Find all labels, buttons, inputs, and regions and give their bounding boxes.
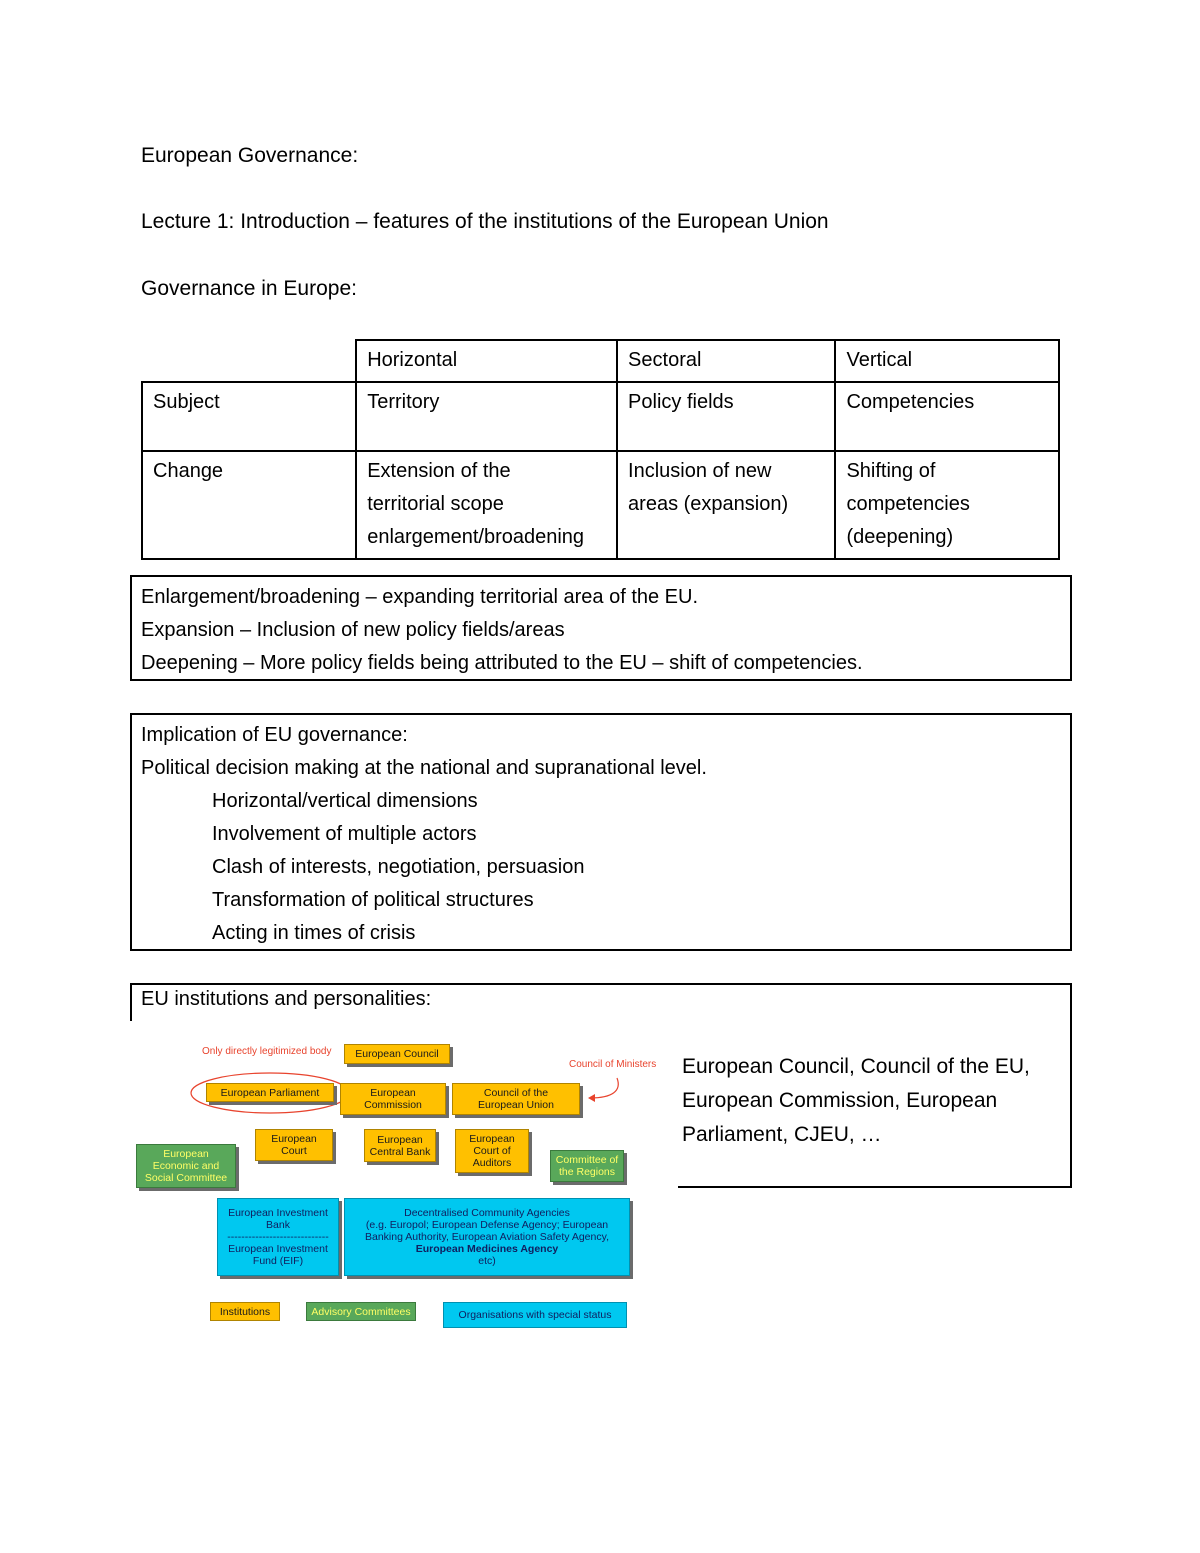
document-title: European Governance: — [141, 144, 359, 167]
institutions-box-border — [678, 1186, 1072, 1188]
legend-label: Advisory Committees — [311, 1305, 411, 1318]
cell-line: enlargement/broadening — [367, 526, 585, 548]
table-header-row — [142, 340, 1059, 382]
table-cell — [356, 451, 617, 559]
node-label: Fund (EIF) — [252, 1255, 304, 1267]
node-label: European Medicines Agency — [415, 1243, 559, 1255]
table-corner — [142, 340, 356, 382]
cell-line: areas (expansion) — [628, 493, 789, 515]
node-label: Council of the — [483, 1087, 549, 1099]
node-label: European Parliament — [220, 1086, 320, 1099]
institutions-box-border — [1070, 983, 1072, 1188]
legitimized-note: Only directly legitimized body — [202, 1046, 332, 1057]
definition-line: Deepening – More policy fields being attributed to the EU – shift of competencies. — [141, 652, 863, 674]
legend-advisory — [306, 1302, 416, 1321]
committee-regions-box — [550, 1150, 624, 1182]
european-council-box — [344, 1044, 450, 1064]
eu-institutions-diagram — [132, 1036, 667, 1336]
european-court-box — [255, 1129, 333, 1161]
arrow-head-icon — [588, 1094, 595, 1102]
row-label: Subject — [142, 382, 356, 451]
node-label: European — [377, 1133, 423, 1146]
definitions-box — [130, 575, 1072, 681]
institutions-box-border — [130, 983, 132, 1021]
eib-eif-box — [217, 1198, 339, 1276]
table-header-cell: Vertical — [835, 340, 1059, 382]
table-header-cell: Sectoral — [617, 340, 835, 382]
node-label: European Investment — [228, 1243, 328, 1255]
table-cell: Competencies — [835, 382, 1059, 451]
node-label: European — [469, 1133, 515, 1145]
implication-item: Acting in times of crisis — [212, 922, 416, 944]
implications-title: Implication of EU governance: — [141, 724, 408, 746]
table-cell: Territory — [356, 382, 617, 451]
institutions-box-border — [130, 983, 1072, 985]
legend-special-status — [443, 1302, 627, 1328]
table-cell — [835, 451, 1059, 559]
legend-label: Organisations with special status — [458, 1309, 612, 1321]
cell-line: Inclusion of new — [628, 460, 772, 482]
legend-label: Institutions — [219, 1305, 271, 1318]
legend-institutions — [210, 1302, 280, 1321]
table-row — [142, 451, 1059, 559]
section-heading: Governance in Europe: — [141, 277, 357, 300]
row-label: Change — [142, 451, 356, 559]
node-label: Court — [281, 1145, 307, 1157]
node-label: the Regions — [558, 1166, 616, 1178]
implications-lead: Political decision making at the national and supranational level. — [141, 757, 707, 779]
implication-item: Horizontal/vertical dimensions — [212, 790, 478, 812]
definition-line: Expansion – Inclusion of new policy fields/areas — [141, 619, 565, 641]
node-label: Court of — [473, 1145, 511, 1157]
node-label: ----------------------------- — [227, 1231, 329, 1243]
institutions-text-line: European Council, Council of the EU, — [682, 1055, 1030, 1078]
node-label: European Investment — [228, 1207, 328, 1219]
table-header-cell: Horizontal — [356, 340, 617, 382]
node-label: European — [370, 1087, 416, 1099]
cell-line: Shifting of — [846, 460, 936, 482]
eesc-box — [136, 1144, 236, 1188]
cell-line: (deepening) — [846, 526, 954, 548]
lecture-heading: Lecture 1: Introduction – features of the institutions of the European Union — [141, 210, 829, 233]
court-of-auditors-box — [455, 1129, 529, 1173]
implication-item: Involvement of multiple actors — [212, 823, 477, 845]
node-label: etc) — [478, 1255, 496, 1267]
implication-item: Clash of interests, negotiation, persuasion — [212, 856, 585, 878]
central-bank-box — [364, 1129, 436, 1162]
node-label: Banking Authority, European Aviation Safety Agency, — [365, 1231, 609, 1243]
node-label: Commission — [364, 1099, 422, 1111]
institutions-text — [682, 1050, 1062, 1152]
cell-line: competencies — [846, 493, 970, 515]
cell-line: Extension of the — [367, 460, 511, 482]
implications-box — [130, 713, 1072, 951]
node-label: Auditors — [472, 1157, 512, 1169]
table-cell — [617, 451, 835, 559]
node-label: Committee of — [555, 1154, 619, 1166]
institutions-text-line: Parliament, CJEU, … — [682, 1123, 882, 1146]
table-row — [142, 382, 1059, 451]
node-label: Decentralised Community Agencies — [404, 1207, 570, 1219]
institutions-title: EU institutions and personalities: — [141, 988, 432, 1010]
cell-line: territorial scope — [367, 493, 504, 515]
definition-line: Enlargement/broadening – expanding territorial area of the EU. — [141, 586, 699, 608]
council-of-ministers-note: Council of Ministers — [569, 1059, 657, 1070]
node-label: Economic and — [152, 1160, 220, 1172]
european-commission-box — [340, 1083, 446, 1115]
council-eu-box — [452, 1083, 580, 1115]
agencies-box — [344, 1198, 630, 1276]
institutions-text-line: European Commission, European — [682, 1089, 998, 1112]
node-label: European — [271, 1133, 317, 1145]
node-label: Central Bank — [369, 1145, 431, 1158]
node-label: European Council — [355, 1048, 439, 1060]
node-label: European Union — [478, 1099, 554, 1111]
node-label: European — [163, 1148, 209, 1160]
node-label: (e.g. Europol; European Defense Agency; European — [365, 1219, 609, 1231]
governance-table — [141, 339, 1060, 560]
node-label: Social Committee — [144, 1172, 228, 1184]
table-cell: Policy fields — [617, 382, 835, 451]
implication-item: Transformation of political structures — [212, 889, 534, 911]
node-label: Bank — [266, 1219, 290, 1231]
european-parliament-box — [206, 1083, 334, 1102]
